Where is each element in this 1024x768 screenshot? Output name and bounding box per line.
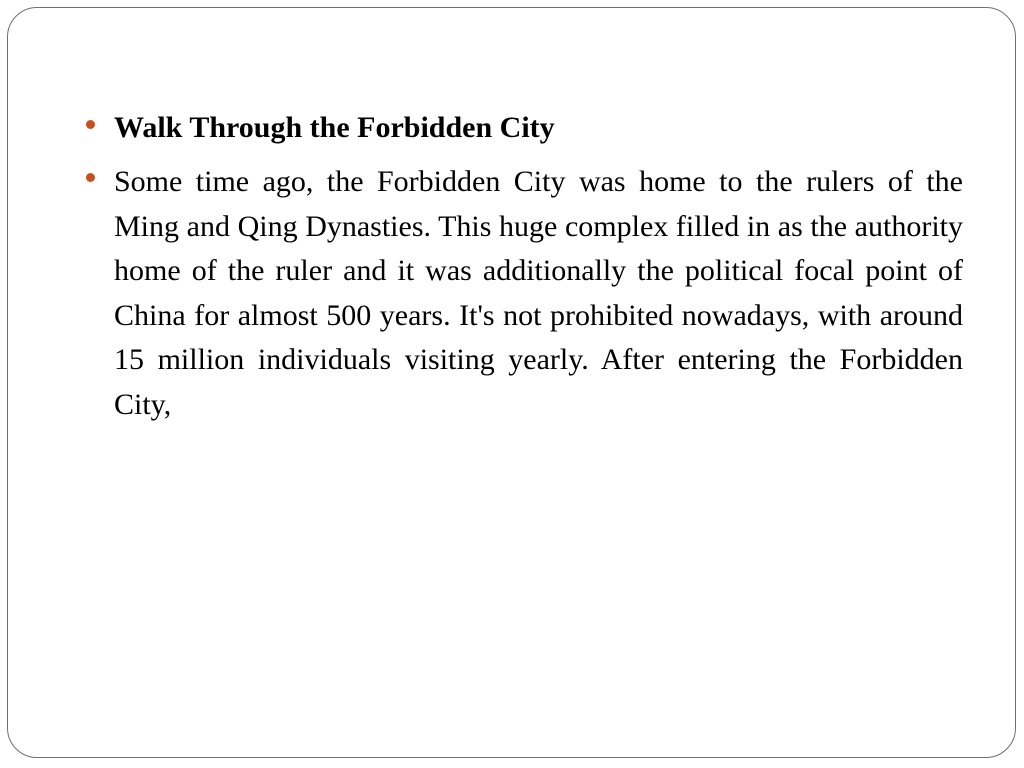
- bullet-dot-icon: [86, 173, 95, 182]
- bullet-dot-icon: [86, 120, 95, 129]
- bullet-paragraph: Some time ago, the Forbidden City was home to the rulers of the Ming and Qing Dynasties. This huge complex filled in as the authority home of the ruler and it was additionally the political focal point of China for almost 500 years. It's not prohibited nowadays, with around 15 million individuals visiting yearly. After entering the Forbidden City,: [114, 165, 963, 421]
- bullet-heading: Walk Through the Forbidden City: [114, 111, 555, 144]
